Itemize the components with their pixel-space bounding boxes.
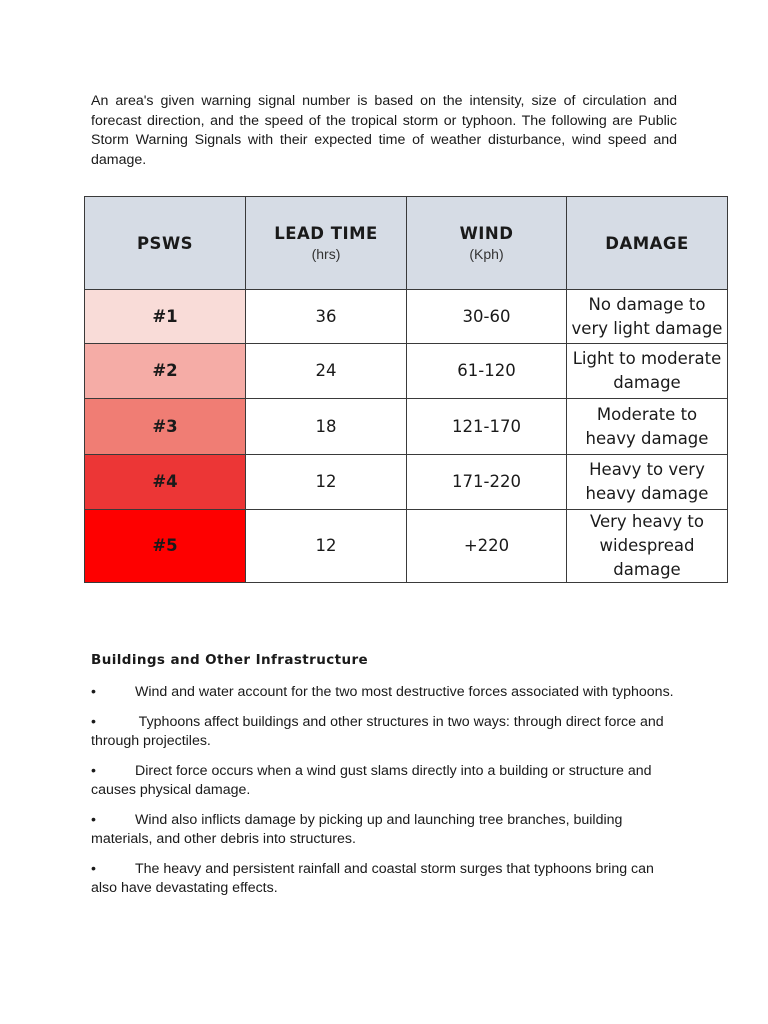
- header-unit: (hrs): [311, 246, 341, 262]
- wind-cell: 121-170: [407, 399, 567, 455]
- table-row: [85, 455, 728, 510]
- table-row: [85, 344, 728, 399]
- damage-cell: Very heavy to widespread damage: [567, 510, 728, 583]
- wind-cell: 30-60: [407, 290, 567, 344]
- bullet-dot: •: [91, 713, 96, 730]
- list-item: [91, 762, 681, 801]
- bullet-dot: •: [91, 860, 96, 877]
- header-label: WIND: [459, 224, 514, 243]
- list-item: [91, 683, 681, 703]
- header-lead-time: [246, 197, 407, 290]
- signal-cell: #5: [85, 510, 246, 583]
- wind-cell: 61-120: [407, 344, 567, 399]
- header-label: PSWS: [136, 233, 194, 253]
- table-row: [85, 510, 728, 583]
- bullet-list: [91, 683, 681, 909]
- signal-cell: #2: [85, 344, 246, 399]
- wind-cell: 171-220: [407, 455, 567, 510]
- bullet-dot: •: [91, 762, 96, 779]
- header-wind: [407, 197, 567, 290]
- damage-cell: Heavy to very heavy damage: [567, 455, 728, 510]
- lead-time-cell: 12: [246, 455, 407, 510]
- list-item: [91, 811, 681, 850]
- list-item: [91, 713, 681, 752]
- signal-cell: #4: [85, 455, 246, 510]
- header-label: DAMAGE: [605, 233, 689, 253]
- wind-cell: +220: [407, 510, 567, 583]
- header-unit: (Kph): [469, 246, 504, 262]
- bullet-text: Wind and water account for the two most destructive forces associated with typhoons.: [135, 684, 674, 700]
- damage-cell: Moderate to heavy damage: [567, 399, 728, 455]
- table-row: [85, 290, 728, 344]
- table-row: [85, 399, 728, 455]
- lead-time-cell: 24: [246, 344, 407, 399]
- bullet-text: Typhoons affect buildings and other structures in two ways: through direct force and through projectiles.: [91, 713, 664, 749]
- list-item: [91, 860, 681, 899]
- damage-cell: No damage to very light damage: [567, 290, 728, 344]
- table-header-row: [85, 197, 728, 290]
- lead-time-cell: 12: [246, 510, 407, 583]
- signal-cell: #1: [85, 290, 246, 344]
- section-title: Buildings and Other Infrastructure: [91, 652, 369, 668]
- storm-signal-table: [84, 196, 728, 583]
- intro-paragraph: An area's given warning signal number is based on the intensity, size of circulation and forecast direction, and the speed of the tropical storm or typhoon. The following are Public Storm Warning Signals with their expected time of weather disturbance, wind speed and damage.: [91, 93, 677, 168]
- bullet-dot: •: [91, 811, 96, 828]
- bullet-text: Direct force occurs when a wind gust slams directly into a building or structure and causes physical damage.: [91, 762, 652, 798]
- signal-cell: #3: [85, 399, 246, 455]
- bullet-text: The heavy and persistent rainfall and coastal storm surges that typhoons bring can also have devastating effects.: [91, 860, 654, 896]
- header-psws: [85, 197, 246, 290]
- lead-time-cell: 36: [246, 290, 407, 344]
- bullet-dot: •: [91, 684, 96, 700]
- damage-cell: Light to moderate damage: [567, 344, 728, 399]
- header-damage: [567, 197, 728, 290]
- header-label: LEAD TIME: [274, 224, 378, 243]
- lead-time-cell: 18: [246, 399, 407, 455]
- bullet-text: Wind also inflicts damage by picking up and launching tree branches, building materials, and other debris into structures.: [91, 811, 623, 847]
